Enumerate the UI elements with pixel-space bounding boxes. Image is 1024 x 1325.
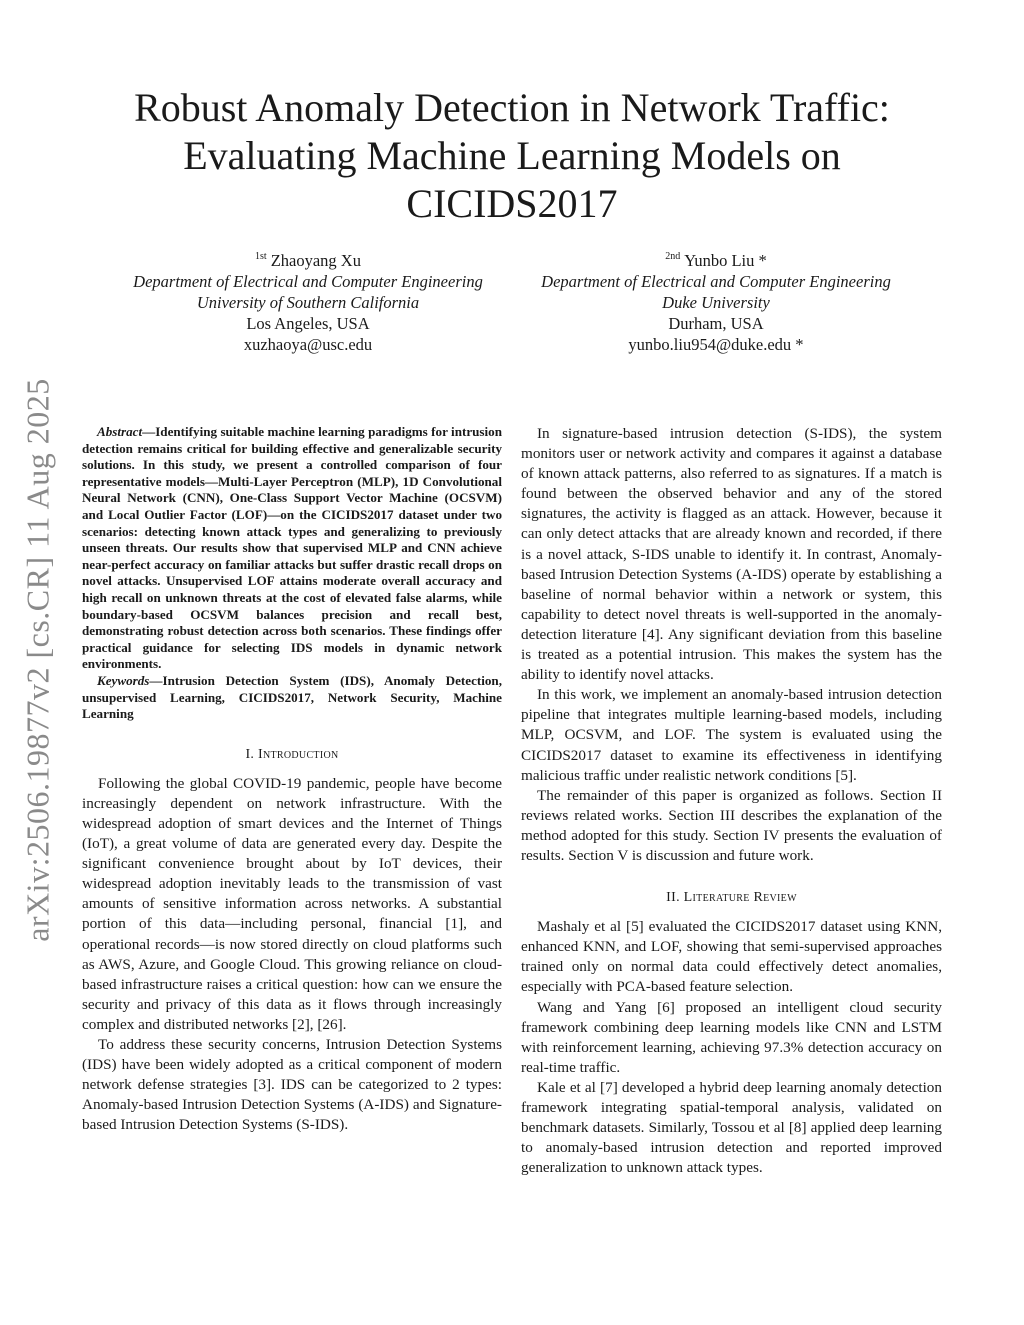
- author-name: [520, 246, 912, 271]
- author-location: Los Angeles, USA: [246, 314, 370, 333]
- paper-title: [100, 84, 924, 228]
- author-block-2: [520, 246, 912, 355]
- section-heading-literature-review: II. Literature Review: [666, 890, 797, 906]
- author-department: Department of Electrical and Computer Engineering: [541, 272, 891, 291]
- abstract: [82, 424, 502, 673]
- author-email: yunbo.liu954@duke.edu *: [628, 335, 804, 354]
- paragraph: The remainder of this paper is organized as follows. Section II reviews related works. Section III describes the explanation of the method adopted for this study. Section IV presents the evaluation of results. Section V is discussion and future work.: [521, 786, 942, 864]
- author-email: xuzhaoya@usc.edu: [243, 335, 373, 354]
- author-name: [110, 246, 506, 271]
- arxiv-identifier: arXiv:2506.19877v2 [cs.CR] 11 Aug 2025: [19, 378, 56, 942]
- author-location: Durham, USA: [668, 314, 764, 333]
- title-line: CICIDS2017: [406, 181, 618, 226]
- author-order: 1st: [255, 251, 267, 262]
- keywords-text: —Intrusion Detection System (IDS), Anomaly Detection, unsupervised Learning, CICIDS2017, Network Security, Machine Learning: [82, 672, 502, 722]
- paragraph: In signature-based intrusion detection (S-IDS), the system monitors user or network activity and compares it against a database of known attack patterns, also referred to as signatures. If a match is found between the observed behavior and any of the stored signatures, the activity is flagged as an attack. However, because it can only detect attacks that are already known and recorded, if there is a novel attack, S-IDS unable to identify it. In contrast, Anomaly-based Intrusion Detection Systems (A-IDS) operate by establishing a baseline of normal behavior within a network or system, this capability to detect novel threats is well-supported in the anomaly-detection literature [4]. Any significant deviation from this baseline is treated as a potential intrusion. This makes the system has the ability to identify novel attacks.: [521, 425, 942, 684]
- paragraph: Wang and Yang [6] proposed an intelligent cloud security framework combining deep learning models like CNN and LSTM with reinforcement learning, achieving 97.3% detection accuracy on real-time traffic.: [521, 998, 942, 1076]
- paragraph: Following the global COVID-19 pandemic, people have become increasingly dependent on network infrastructure. With the widespread adoption of smart devices and the Internet of Things (IoT), a great volume of data are generated every day. Despite the significant convenience brought about by IoT devices, their widespread adoption inevitably leads to the transmission of vast amounts of sensitive information across networks. A substantial portion of this data—including personal, financial [1], and operational records—is now stored directly on cloud platforms such as AWS, Azure, and Google Cloud. This growing reliance on cloud-based infrastructure raises a critical question: how can we ensure the security and privacy of this data as it flows through increasingly complex and distributed networks [2], [26].: [82, 774, 502, 1033]
- author-block-1: [110, 246, 506, 355]
- title-line: Evaluating Machine Learning Models on: [183, 133, 841, 178]
- author-department: Department of Electrical and Computer Engineering: [133, 272, 483, 291]
- section-heading-introduction: I. Introduction: [245, 746, 339, 762]
- abstract-lead: Abstract: [97, 424, 143, 439]
- author-name-text: Zhaoyang Xu: [270, 251, 361, 270]
- author-order: 2nd: [665, 251, 681, 262]
- author-university: Duke University: [662, 293, 770, 312]
- left-column: [82, 424, 502, 1135]
- paragraph: Mashaly et al [5] evaluated the CICIDS2017 dataset using KNN, enhanced KNN, and LOF, showing that semi-supervised approaches trained only on normal data could effectively detect anomalies, especially with PCA-based feature selection.: [521, 918, 942, 996]
- paragraph: In this work, we implement an anomaly-based intrusion detection pipeline that integrates multiple learning-based models, including MLP, OCSVM, and LOF. The system is evaluated using the CICIDS2017 dataset to examine its effectiveness in identifying malicious traffic under realistic network conditions [5].: [521, 686, 942, 784]
- author-name-text: Yunbo Liu *: [684, 251, 767, 270]
- abstract-text: —Identifying suitable machine learning paradigms for intrusion detection remains critical for building effective and generalizable security solutions. In this study, we present a controlled comparison of four representative models—Multi-Layer Perceptron (MLP), 1D Convolutional Neural Network (CNN), One-Class Support Vector Machine (OCSVM) and Local Outlier Factor (LOF)—on the CICIDS2017 dataset under two scenarios: detecting known attack types and generalizing to previously unseen threats. Our results show that supervised MLP and CNN achieve near-perfect accuracy on familiar attacks but suffer drastic recall drops on novel attacks. Unsupervised LOF attains moderate overall accuracy and high recall on unknown threats at the cost of elevated false alarms, while boundary-based OCSVM balances precision and recall best, demonstrating robust detection across both scenarios. These findings offer practical guidance for selecting IDS models in dynamic network environments.: [82, 424, 502, 672]
- paragraph: To address these security concerns, Intrusion Detection Systems (IDS) have been widely adopted as a critical component of modern network defense strategies [3]. IDS can be categorized to 2 types: Anomaly-based Intrusion Detection Systems (A-IDS) and Signature-based Intrusion Detection Systems (S-IDS).: [82, 1036, 502, 1134]
- right-column: [521, 424, 942, 1178]
- paragraph: Kale et al [7] developed a hybrid deep learning anomaly detection framework integrating spatial-temporal analysis, validated on benchmark datasets. Similarly, Tossou et al [8] applied deep learning to anomaly-based intrusion detection and reported improved generalization to unknown attack types.: [521, 1078, 942, 1177]
- keywords: [82, 673, 502, 723]
- title-line: Robust Anomaly Detection in Network Traffic:: [134, 85, 890, 130]
- keywords-lead: Keywords: [97, 672, 150, 688]
- author-university: University of Southern California: [196, 293, 420, 312]
